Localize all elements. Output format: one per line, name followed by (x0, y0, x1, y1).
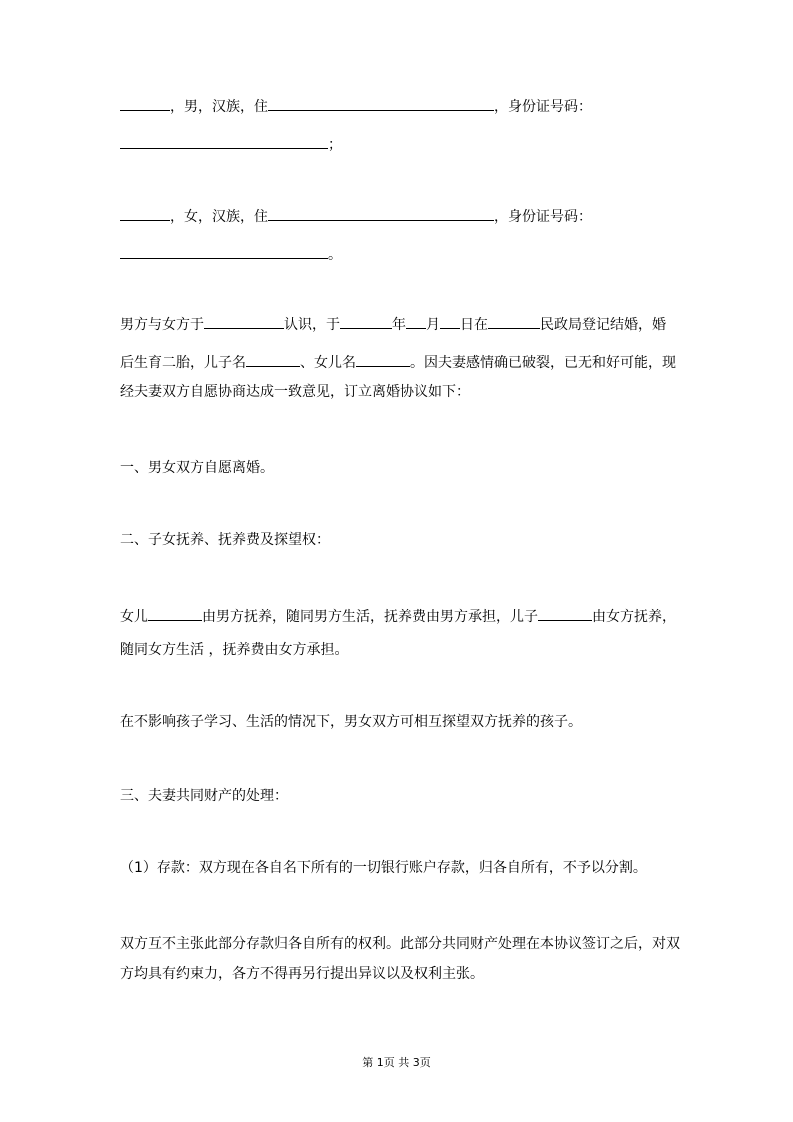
daughter-name-blank[interactable] (356, 352, 410, 367)
visitation-text: 在不影响孩子学习、生活的情况下，男女双方可相互探望双方抚养的孩子。 (120, 714, 582, 730)
custody-line-1: 女儿 由男方抚养，随同男方生活，抚养费由男方承担，儿子 由女方抚养， (120, 606, 676, 627)
female-address-blank[interactable] (268, 206, 494, 221)
section-2-heading: 二、子女抚养、抚养费及探望权： (120, 532, 330, 548)
son-name-blank[interactable] (246, 352, 300, 367)
marriage-day-blank[interactable] (440, 314, 460, 329)
female-name-blank[interactable] (120, 206, 170, 221)
registry-blank[interactable] (488, 314, 540, 329)
female-party-line: ，女，汉族，住 ，身份证号码： (120, 206, 592, 227)
met-date-blank[interactable] (204, 314, 284, 329)
marriage-month-blank[interactable] (406, 314, 426, 329)
intro-line-1: 男方与女方于 认识，于 年 月 日在 民政局登记结婚，婚 (120, 314, 666, 335)
intro-line-2: 后生育二胎，儿子名 、女儿名 。因夫妻感情确已破裂，已无和好可能，现 (120, 352, 676, 373)
section-1: 一、男女双方自愿离婚。 (120, 460, 274, 476)
deposit-paragraph-line-1: 双方互不主张此部分存款归各自所有的权利。此部分共同财产处理在本协议签订之后，对双 (120, 936, 680, 952)
male-address-blank[interactable] (268, 96, 494, 111)
marriage-year-blank[interactable] (340, 314, 392, 329)
deposit-clause: （1）存款：双方现在各自名下所有的一切银行账户存款，归各自所有，不予以分割。 (120, 860, 647, 876)
intro-line-3: 经夫妻双方自愿协商达成一致意见，订立离婚协议如下： (120, 384, 470, 400)
son-custody-blank[interactable] (538, 606, 592, 621)
male-name-blank[interactable] (120, 96, 170, 111)
page-number: 第 1页 共 3页 (362, 1056, 431, 1069)
section-3-heading: 三、夫妻共同财产的处理： (120, 788, 288, 804)
male-id-blank[interactable] (120, 134, 328, 149)
deposit-paragraph-line-2: 方均具有约束力，各方不得再另行提出异议以及权利主张。 (120, 966, 484, 982)
female-id-blank[interactable] (120, 244, 328, 259)
female-id-line: 。 (120, 244, 342, 265)
custody-line-2: 随同女方生活 ，抚养费由女方承担。 (120, 642, 349, 658)
male-id-line: ； (120, 134, 342, 155)
daughter-custody-blank[interactable] (148, 606, 202, 621)
male-party-line: ，男，汉族，住 ，身份证号码： (120, 96, 592, 117)
